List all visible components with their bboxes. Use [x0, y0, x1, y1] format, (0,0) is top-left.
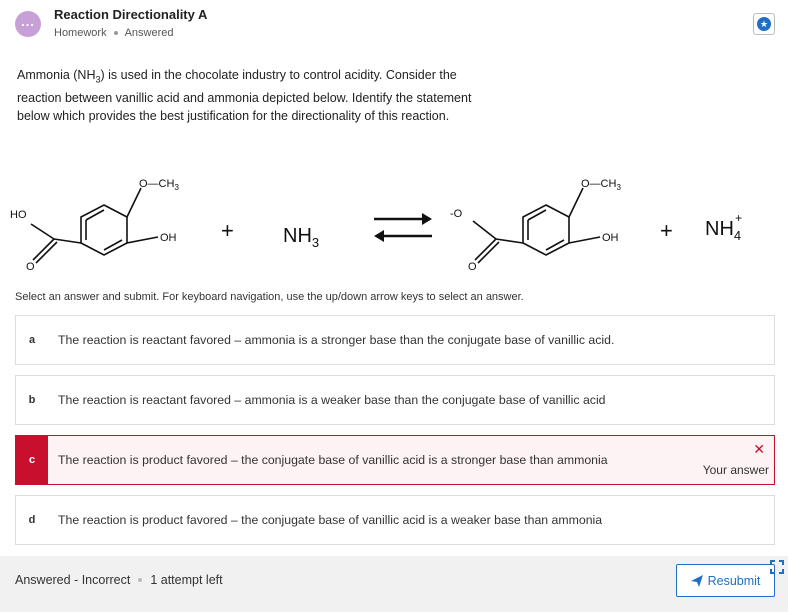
option-letter: c [16, 436, 48, 484]
chat-bubble-icon: ... [15, 11, 41, 37]
option-text: The reaction is reactant favored – ammonia is a stronger base than the conjugate base of vanillic acid. [58, 333, 615, 347]
option-text: The reaction is product favored – the conjugate base of vanillic acid is a weaker base than ammonia [58, 513, 603, 527]
resubmit-label: Resubmit [707, 573, 761, 588]
question-text: Ammonia $(NH_3)$ is used in the chocolate industry to control acidity. Consider the reaction between vanillic acid and ammonia depicted below. Identify the statement below which provides the best justification for the directionality of this reaction. [17, 68, 472, 123]
left-o-label: O [26, 261, 35, 273]
right-o-label: O [468, 261, 477, 273]
incorrect-x-icon: ✕ [753, 441, 765, 457]
answer-option-a[interactable] [15, 315, 775, 365]
assignment-status: Answered [124, 27, 174, 39]
attempts-left: 1 attempt left [150, 573, 223, 587]
star-icon: ★ [757, 17, 771, 31]
answer-option-c[interactable] [15, 435, 775, 485]
answer-option-b[interactable] [15, 375, 775, 425]
bookmark-button[interactable] [753, 13, 775, 35]
equilibrium-arrows-icon [374, 213, 432, 242]
option-letter: b [28, 394, 36, 406]
send-icon [691, 575, 703, 587]
assignment-type: Homework [54, 27, 107, 39]
expand-icon[interactable] [770, 560, 786, 574]
plus-sign-1: + [221, 218, 234, 243]
left-methoxy-label: $O—CH_3$ [139, 178, 179, 192]
header [0, 0, 788, 48]
right-ominus-label: -O [450, 208, 463, 220]
nh3-label: $NH_3$ [283, 225, 320, 250]
page-title: Reaction Directionality A [54, 7, 208, 22]
submission-status [15, 573, 223, 587]
right-oh-label: OH [602, 232, 619, 244]
answer-option-d[interactable] [15, 495, 775, 545]
footer-bar [0, 556, 788, 612]
your-answer-label: Your answer [702, 463, 769, 477]
result-text: Answered - Incorrect [15, 573, 131, 587]
left-oh-label: OH [160, 232, 177, 244]
reaction-diagram [0, 165, 788, 285]
left-ho-label: HO [10, 209, 27, 221]
option-letter: a [28, 334, 36, 346]
plus-sign-2: + [660, 218, 673, 243]
assignment-meta [54, 27, 174, 39]
right-methoxy-label: $O—CH_3$ [581, 178, 621, 192]
answer-prompt: Select an answer and submit. For keyboard navigation, use the up/down arrow keys to select an answer. [15, 291, 524, 303]
separator-dot [114, 31, 118, 35]
nh4-label: $NH_4+$ [705, 211, 743, 243]
vanillic-acid-structure [31, 188, 158, 263]
resubmit-button[interactable] [676, 564, 775, 597]
option-text: The reaction is reactant favored – ammonia is a weaker base than the conjugate base of vanillic acid [58, 393, 606, 407]
separator-dot [138, 578, 142, 582]
option-letter: d [28, 514, 36, 526]
vanillate-structure [473, 188, 600, 263]
option-text: The reaction is product favored – the conjugate base of vanillic acid is a stronger base than ammonia [58, 453, 608, 467]
